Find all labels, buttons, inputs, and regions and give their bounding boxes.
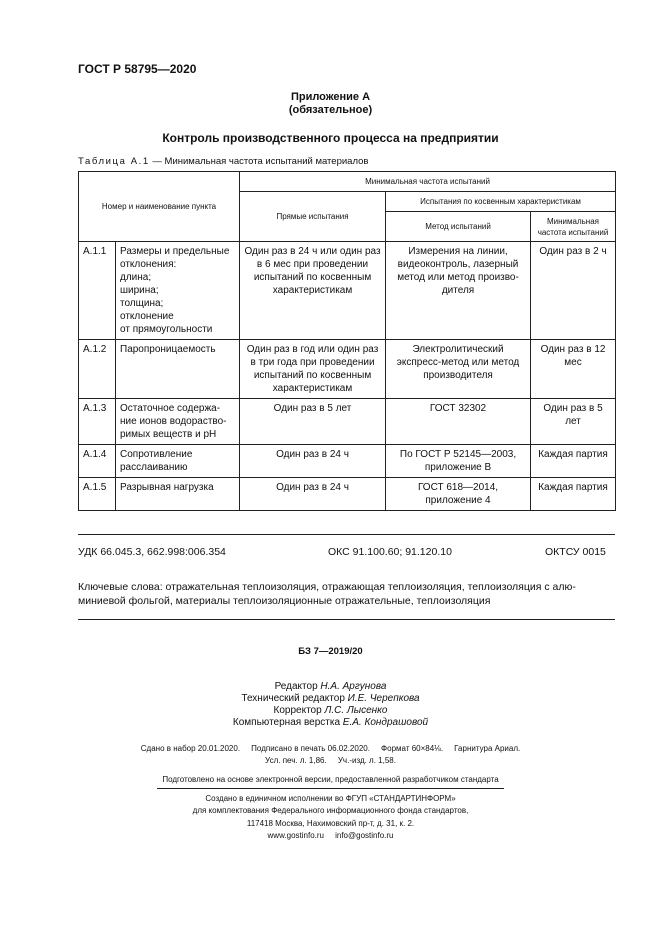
bz-number: БЗ 7—2019/20 [298, 646, 363, 657]
table-row [79, 445, 616, 478]
row-name [116, 340, 240, 399]
table-caption-prefix: Таблица А.1 [78, 156, 150, 167]
staff-role: Корректор [273, 705, 325, 716]
row-method: ГОСТ 32302 [386, 399, 531, 445]
row-freq: Один раз в 12 мес [531, 340, 616, 399]
row-name [116, 242, 240, 340]
row-method: ГОСТ 618—2014, приложение 4 [386, 478, 531, 511]
print-info: Сдано в набор 20.01.2020. Подписано в печать 06.02.2020. Формат 60×84⅛. Гарнитура Ариал. [140, 744, 521, 753]
row-direct: Один раз в 24 ч или один раз в 6 мес при проведении испытаний по косвенным характеристикам [240, 242, 386, 340]
row-name-line: римых веществ и pH [120, 429, 217, 440]
row-name-line: отклонения: [120, 259, 177, 270]
staff-name: И.Е. Черепкова [347, 693, 420, 704]
staff-role: Технический редактор [241, 693, 348, 704]
staff-tech-editor [0, 693, 661, 705]
row-name [116, 478, 240, 511]
row-number: А.1.5 [79, 478, 116, 511]
divider [78, 619, 615, 620]
standard-number: ГОСТ Р 58795—2020 [78, 62, 197, 76]
staff-corrector [0, 705, 661, 717]
header-min-freq: Минимальная частота испытаний [240, 172, 616, 192]
row-name-line: длина; [120, 272, 152, 283]
udk-code: УДК 66.045.3, 662.998:006.354 [78, 546, 226, 558]
row-name-line: расслаиванию [120, 462, 188, 473]
publisher-address: 117418 Москва, Нахимовский пр-т, д. 31, к. 2. [246, 819, 415, 828]
row-name-line: толщина; [120, 298, 164, 309]
row-name-line: Паропроницаемость [120, 344, 216, 355]
keywords: Ключевые слова: отражательная теплоизоляция, отражающая теплоизоляция, теплоизоляция с алю-миниевой фольгой, материалы теплоизоляционные отражательные, теплоизоляция [78, 581, 576, 607]
table-row [79, 340, 616, 399]
row-name [116, 445, 240, 478]
row-freq: Каждая партия [531, 478, 616, 511]
row-name-line: Размеры и предельные [120, 246, 230, 257]
row-number: А.1.2 [79, 340, 116, 399]
header-method: Метод испытаний [386, 212, 531, 242]
row-name-line: от прямоугольности [120, 324, 213, 335]
created-note: Создано в единичном исполнении во ФГУП «СТАНДАРТИНФОРМ» [205, 794, 456, 803]
staff-layout [0, 717, 661, 729]
row-method: По ГОСТ Р 52145—2003, приложение В [386, 445, 531, 478]
staff-name: Е.А. Кондрашовой [342, 717, 429, 728]
row-number: А.1.1 [79, 242, 116, 340]
row-name-line: отклонение [120, 311, 174, 322]
frequency-table [78, 171, 616, 511]
header-min-indirect: Минимальная частота испытаний [531, 212, 616, 242]
header-item: Номер и наименование пункта [79, 172, 240, 242]
print-sheets: Усл. печ. л. 1,86. Уч.-изд. л. 1,58. [265, 756, 396, 765]
table-caption-text: — Минимальная частота испытаний материалов [149, 156, 369, 167]
staff-role: Компьютерная верстка [232, 717, 343, 728]
row-direct: Один раз в 24 ч [240, 478, 386, 511]
created-note-2: для комплектования Федерального информационного фонда стандартов, [192, 806, 469, 815]
table-row [79, 478, 616, 511]
row-name-line: Остаточное содержа- [120, 403, 221, 414]
annex-title: Приложение А [290, 91, 371, 103]
row-number: А.1.4 [79, 445, 116, 478]
row-name-line: ширина; [120, 285, 159, 296]
row-name [116, 399, 240, 445]
row-direct: Один раз в год или один раз в три года при проведении испытаний по косвенным характеристикам [240, 340, 386, 399]
row-name-line: ние ионов водораство- [120, 416, 227, 427]
divider [78, 534, 615, 535]
oktsu-code: ОКТСУ 0015 [545, 546, 606, 558]
annex-heading: Контроль производственного процесса на предприятии [162, 131, 499, 145]
divider [157, 788, 504, 789]
row-number: А.1.3 [79, 399, 116, 445]
staff-name: Н.А. Аргунова [320, 681, 387, 692]
table-row [79, 242, 616, 340]
row-direct: Один раз в 24 ч [240, 445, 386, 478]
staff-editor [0, 681, 661, 693]
table-caption [78, 156, 368, 167]
row-freq: Один раз в 5 лет [531, 399, 616, 445]
oks-code: ОКС 91.100.60; 91.120.10 [328, 546, 452, 558]
row-name-line: Сопротивление [120, 449, 193, 460]
row-freq: Каждая партия [531, 445, 616, 478]
row-freq: Один раз в 2 ч [531, 242, 616, 340]
header-indirect: Испытания по косвенным характеристикам [386, 192, 616, 212]
staff-role: Редактор [274, 681, 321, 692]
row-method: Электролитический экспресс-метод или метод производителя [386, 340, 531, 399]
row-direct: Один раз в 5 лет [240, 399, 386, 445]
annex-status: (обязательное) [288, 104, 373, 116]
row-method: Измерения на линии, видеоконтроль, лазерный метод или метод произво-дителя [386, 242, 531, 340]
header-direct: Прямые испытания [240, 192, 386, 242]
table-row [79, 399, 616, 445]
publisher-web: www.gostinfo.ru info@gostinfo.ru [267, 831, 394, 840]
row-name-line: Разрывная нагрузка [120, 482, 214, 493]
staff-name: Л.С. Лысенко [324, 705, 388, 716]
prepared-note: Подготовлено на основе электронной версии, предоставленной разработчиком стандарта [162, 775, 499, 784]
